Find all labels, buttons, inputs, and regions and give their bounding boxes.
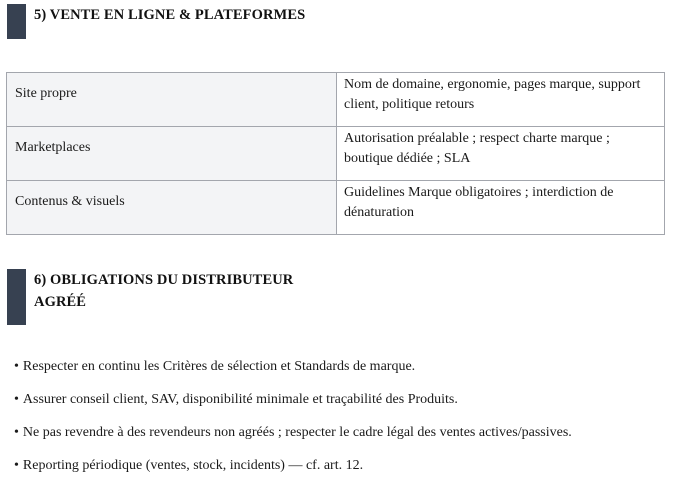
row-value: Autorisation préalable ; respect charte marque ; boutique dédiée ; SLA	[344, 131, 610, 166]
online-sales-table	[6, 72, 665, 235]
accent-bar	[7, 4, 26, 39]
section-5-heading	[7, 4, 305, 39]
section-6-heading	[7, 269, 324, 325]
table-row	[7, 73, 665, 127]
bullet-icon: •	[14, 458, 19, 473]
list-item: • Ne pas revendre à des revendeurs non agréés ; respecter le cadre légal des ventes actives/passives.	[14, 425, 572, 440]
row-value: Guidelines Marque obligatoires ; interdiction de dénaturation	[344, 185, 614, 220]
bullet-icon: •	[14, 425, 19, 440]
section-6-title: 6) OBLIGATIONS DU DISTRIBUTEUR AGRÉÉ	[34, 272, 294, 310]
list-item: • Reporting périodique (ventes, stock, incidents) — cf. art. 12.	[14, 458, 364, 473]
bullet-icon: •	[14, 359, 19, 374]
row-label: Marketplaces	[15, 140, 91, 155]
row-label: Site propre	[15, 86, 77, 101]
row-value: Nom de domaine, ergonomie, pages marque, support client, politique retours	[344, 77, 641, 112]
list-item: • Assurer conseil client, SAV, disponibilité minimale et traçabilité des Produits.	[14, 392, 458, 407]
table-row	[7, 127, 665, 181]
list-item: • Respecter en continu les Critères de sélection et Standards de marque.	[14, 359, 416, 374]
table-row	[7, 181, 665, 235]
accent-bar	[7, 269, 26, 325]
section-5-title: 5) VENTE EN LIGNE & PLATEFORMES	[34, 7, 306, 23]
obligations-list	[14, 356, 572, 488]
row-label: Contenus & visuels	[15, 194, 125, 209]
bullet-icon: •	[14, 392, 19, 407]
